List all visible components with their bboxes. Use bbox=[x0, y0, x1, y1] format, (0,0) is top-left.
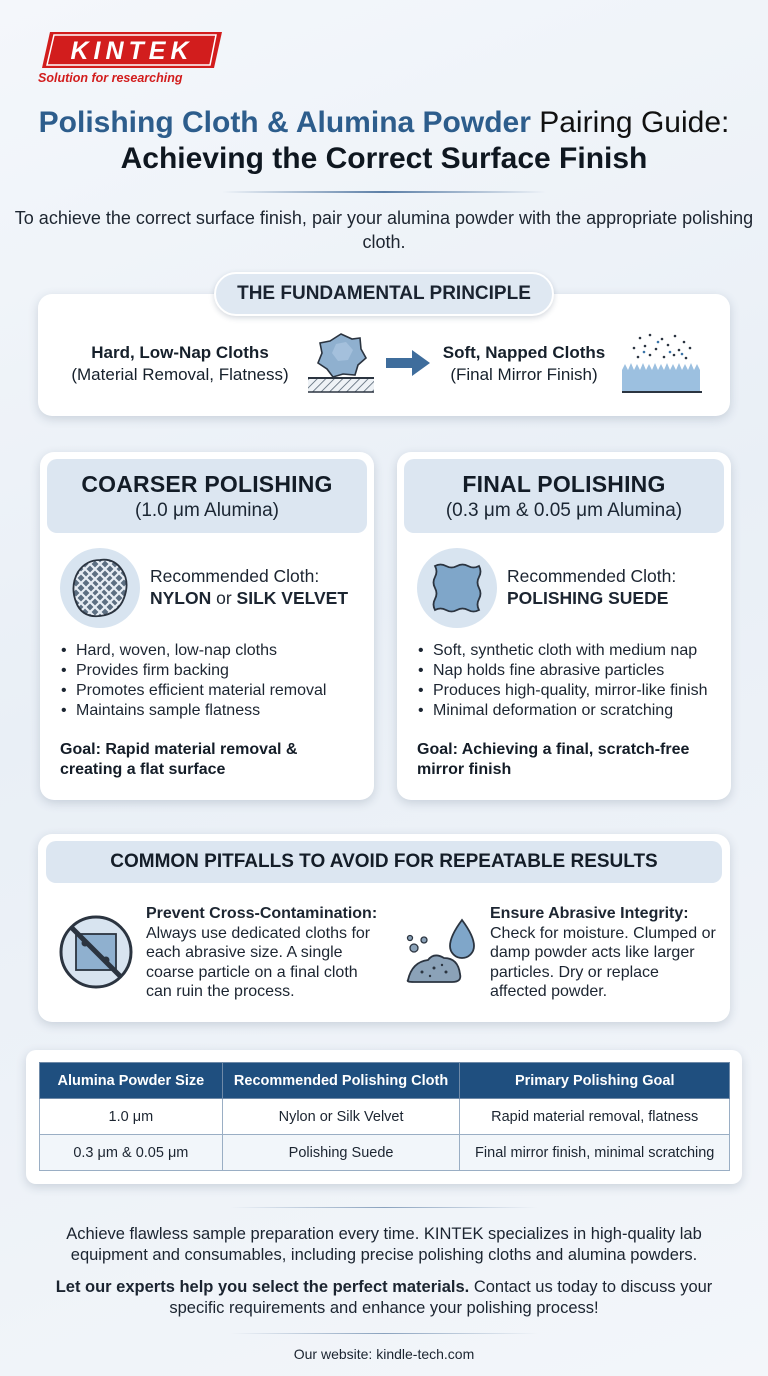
table-cell: Polishing Suede bbox=[222, 1135, 460, 1171]
footer-cta-rest: Contact us today to discuss your specific requirements and enhance your polishing process! bbox=[169, 1278, 713, 1317]
table-cell: 0.3 μm & 0.05 μm bbox=[40, 1135, 223, 1171]
napped-cloth-icon bbox=[620, 330, 704, 396]
intro-text: To achieve the correct surface finish, pair your alumina powder with the appropriate polishing cloth. bbox=[14, 208, 754, 252]
list-item: • Nap holds fine abrasive particles bbox=[417, 661, 707, 681]
pitfall-2-title: Ensure Abrasive Integrity: bbox=[490, 905, 689, 922]
principle-right-title: Soft, Napped Cloths bbox=[442, 343, 606, 362]
moisture-powder-icon bbox=[402, 914, 486, 990]
page-subtitle: Achieving the Correct Surface Finish bbox=[120, 142, 648, 175]
cloth-or: or bbox=[211, 588, 237, 608]
coarse-header bbox=[47, 459, 367, 533]
principle-left-title: Hard, Low-Nap Cloths bbox=[91, 343, 269, 362]
coarse-goal: Goal: Rapid material removal & creating a flat surface bbox=[60, 741, 298, 778]
principle-heading: THE FUNDAMENTAL PRINCIPLE bbox=[214, 272, 554, 316]
cloth-nylon: NYLON bbox=[150, 588, 212, 608]
page-title bbox=[0, 104, 768, 142]
pairing-table-card bbox=[26, 1050, 742, 1184]
coarse-bullets bbox=[60, 641, 326, 721]
list-item: • Hard, woven, low-nap cloths bbox=[60, 641, 326, 661]
final-rec-label: Recommended Cloth: bbox=[507, 566, 677, 586]
footer-divider bbox=[230, 1333, 538, 1334]
footer-cta-bold: Let our experts help you select the perfect materials. bbox=[55, 1278, 470, 1296]
coarse-recommendation bbox=[150, 565, 348, 609]
list-item: • Maintains sample flatness bbox=[60, 701, 326, 721]
final-title: FINAL POLISHING bbox=[462, 471, 666, 497]
website-link[interactable]: Our website: kindle-tech.com bbox=[293, 1346, 475, 1362]
principle-left bbox=[60, 342, 300, 386]
final-icon-circle bbox=[417, 548, 497, 628]
pitfall-2-text: Check for moisture. Clumped or damp powder acts like larger particles. Dry or replace affected powder. bbox=[490, 924, 716, 1000]
col-header: Primary Polishing Goal bbox=[460, 1063, 730, 1099]
pitfall-1-title: Prevent Cross-Contamination: bbox=[146, 905, 378, 922]
pitfall-abrasive-integrity bbox=[490, 904, 720, 1002]
coarse-icon-circle bbox=[60, 548, 140, 628]
title-accent: Polishing Cloth & Alumina Powder bbox=[38, 106, 531, 139]
final-recommendation bbox=[507, 565, 676, 609]
final-cloth: POLISHING SUEDE bbox=[507, 588, 669, 608]
logo-text: KINTEK bbox=[70, 37, 194, 65]
pairing-table bbox=[39, 1062, 730, 1171]
list-item: • Promotes efficient material removal bbox=[60, 681, 326, 701]
footer-paragraph-1: Achieve flawless sample preparation every time. KINTEK specializes in high-quality lab equipment and consumables, including precise polishing cloths and alumina powders. bbox=[66, 1225, 702, 1264]
list-item: • Provides firm backing bbox=[60, 661, 326, 681]
principle-right bbox=[432, 342, 616, 386]
table-cell: 1.0 μm bbox=[40, 1099, 223, 1135]
coarse-title: COARSER POLISHING bbox=[81, 471, 333, 497]
list-item: • Soft, synthetic cloth with medium nap bbox=[417, 641, 707, 661]
arrow-right-icon bbox=[384, 348, 432, 378]
coarse-polishing-card bbox=[40, 452, 374, 800]
final-subtitle: (0.3 μm & 0.05 μm Alumina) bbox=[445, 500, 683, 521]
suede-cloth-icon bbox=[417, 548, 497, 628]
table-cell: Nylon or Silk Velvet bbox=[222, 1099, 460, 1135]
woven-cloth-icon bbox=[60, 548, 140, 628]
footer-paragraph-2 bbox=[30, 1277, 738, 1319]
table-row bbox=[40, 1099, 730, 1135]
pitfalls-card bbox=[38, 834, 730, 1022]
table-row bbox=[40, 1135, 730, 1171]
principle-right-sub: (Final Mirror Finish) bbox=[450, 365, 598, 384]
title-divider bbox=[222, 191, 546, 193]
cloth-silk-velvet: SILK VELVET bbox=[236, 588, 349, 608]
kintek-logo[interactable] bbox=[40, 30, 224, 70]
coarse-rec-label: Recommended Cloth: bbox=[150, 566, 320, 586]
list-item: • Minimal deformation or scratching bbox=[417, 701, 707, 721]
table-cell: Rapid material removal, flatness bbox=[460, 1099, 730, 1135]
footer-divider bbox=[230, 1207, 538, 1208]
col-header: Alumina Powder Size bbox=[40, 1063, 223, 1099]
list-item: • Produces high-quality, mirror-like finish bbox=[417, 681, 707, 701]
final-header bbox=[404, 459, 724, 533]
col-header: Recommended Polishing Cloth bbox=[222, 1063, 460, 1099]
no-contamination-icon bbox=[58, 914, 134, 990]
principle-left-sub: (Material Removal, Flatness) bbox=[71, 365, 289, 384]
pitfalls-heading: COMMON PITFALLS TO AVOID FOR REPEATABLE RESULTS bbox=[46, 841, 722, 883]
title-rest: Pairing Guide: bbox=[539, 106, 730, 139]
hard-cloth-particle-icon bbox=[306, 330, 376, 396]
coarse-cloth bbox=[150, 587, 348, 609]
final-bullets bbox=[417, 641, 707, 721]
final-polishing-card bbox=[397, 452, 731, 800]
table-header-row bbox=[40, 1063, 730, 1099]
pitfall-cross-contamination bbox=[146, 904, 386, 1002]
table-cell: Final mirror finish, minimal scratching bbox=[460, 1135, 730, 1171]
final-goal: Goal: Achieving a final, scratch-free mirror finish bbox=[417, 741, 690, 778]
coarse-subtitle: (1.0 μm Alumina) bbox=[135, 500, 279, 521]
tagline: Solution for researching bbox=[38, 71, 183, 85]
pitfall-1-text: Always use dedicated cloths for each abrasive size. A single coarse particle on a final cloth can ruin the process. bbox=[146, 924, 371, 1000]
